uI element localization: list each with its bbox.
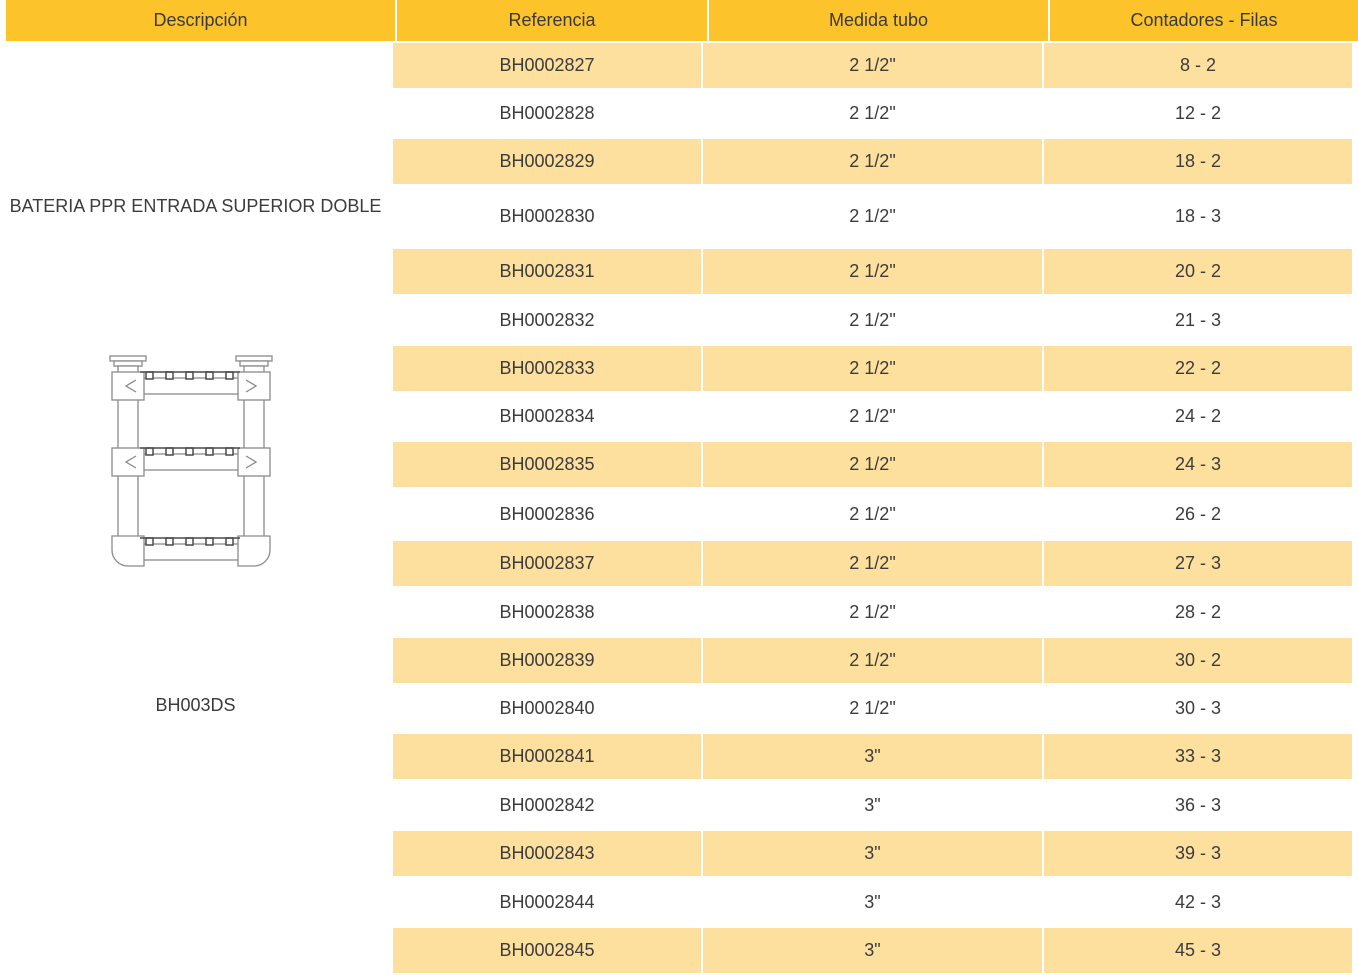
cell-contadores-filas: 12 - 2 <box>1174 103 1222 123</box>
cell-medida-tubo: 2 1/2" <box>703 139 1044 184</box>
cell-referencia: BH0002841 <box>393 734 703 779</box>
product-table <box>6 0 1358 41</box>
cell-medida-tubo: 2 1/2" <box>703 685 1044 732</box>
cell-referencia: BH0002833 <box>393 346 703 391</box>
cell-medida-tubo: 3" <box>703 831 1044 876</box>
cell-contadores-filas: 18 - 3 <box>1174 206 1222 226</box>
cell-medida-tubo: 3" <box>703 928 1044 973</box>
product-title: BATERIA PPR ENTRADA SUPERIOR DOBLE <box>9 196 382 216</box>
cell-referencia: BH0002839 <box>393 638 703 683</box>
cell-contadores-filas: 21 - 3 <box>1174 309 1222 330</box>
table-row <box>393 90 1352 137</box>
cell-contadores-filas: 8 - 2 <box>1044 43 1352 88</box>
cell-referencia: BH0002836 <box>393 489 703 539</box>
cell-medida-tubo: 2 1/2" <box>703 489 1044 539</box>
cell-contadores-filas: 20 - 2 <box>1044 249 1352 294</box>
table-row <box>393 186 1352 247</box>
cell-referencia: BH0002843 <box>393 831 703 876</box>
table-body <box>393 43 1352 975</box>
manifold-battery-icon <box>100 348 280 578</box>
cell-contadores-filas: 18 - 2 <box>1044 139 1352 184</box>
table-row <box>393 928 1352 973</box>
table-row <box>393 734 1352 779</box>
cell-referencia: BH0002829 <box>393 139 703 184</box>
cell-referencia: BH0002845 <box>393 928 703 973</box>
cell-medida-tubo: 3" <box>703 781 1044 829</box>
table-row <box>393 878 1352 926</box>
table-row <box>393 685 1352 732</box>
cell-referencia: BH0002835 <box>393 442 703 487</box>
cell-medida-tubo: 2 1/2" <box>703 541 1044 586</box>
table-row <box>393 638 1352 683</box>
table-row <box>393 393 1352 440</box>
cell-medida-tubo: 2 1/2" <box>703 588 1044 636</box>
header-referencia: Referencia <box>397 0 709 41</box>
cell-medida-tubo: 2 1/2" <box>703 346 1044 391</box>
table-row <box>393 489 1352 539</box>
cell-medida-tubo: 2 1/2" <box>703 442 1044 487</box>
cell-medida-tubo: 2 1/2" <box>703 90 1044 137</box>
cell-contadores-filas: 33 - 3 <box>1044 734 1352 779</box>
table-row <box>393 442 1352 487</box>
table-row <box>393 346 1352 391</box>
table-row <box>393 588 1352 636</box>
product-code: BH003DS <box>155 695 236 715</box>
cell-referencia: BH0002837 <box>393 541 703 586</box>
cell-contadores-filas: 22 - 2 <box>1044 346 1352 391</box>
description-column <box>0 43 391 964</box>
table-row <box>393 249 1352 294</box>
cell-referencia: BH0002842 <box>393 781 703 829</box>
cell-contadores-filas: 28 - 2 <box>1174 601 1222 622</box>
cell-medida-tubo: 2 1/2" <box>703 638 1044 683</box>
table-row <box>393 831 1352 876</box>
header-descripcion: Descripción <box>6 0 397 41</box>
table-header <box>6 0 1358 41</box>
cell-referencia: BH0002840 <box>393 685 703 732</box>
cell-referencia: BH0002827 <box>393 43 703 88</box>
cell-referencia: BH0002830 <box>393 186 703 247</box>
cell-contadores-filas: 30 - 2 <box>1044 638 1352 683</box>
cell-referencia: BH0002832 <box>393 296 703 344</box>
cell-referencia: BH0002828 <box>393 90 703 137</box>
cell-referencia: BH0002834 <box>393 393 703 440</box>
table-row <box>393 781 1352 829</box>
cell-medida-tubo: 2 1/2" <box>703 43 1044 88</box>
table-row <box>393 139 1352 184</box>
cell-contadores-filas: 42 - 3 <box>1174 891 1222 912</box>
header-medida-tubo: Medida tubo <box>709 0 1050 41</box>
cell-contadores-filas: 30 - 3 <box>1174 698 1222 718</box>
cell-referencia: BH0002831 <box>393 249 703 294</box>
cell-medida-tubo: 2 1/2" <box>703 296 1044 344</box>
cell-medida-tubo: 2 1/2" <box>703 186 1044 247</box>
table-row <box>393 43 1352 88</box>
cell-medida-tubo: 3" <box>703 734 1044 779</box>
header-contadores-filas: Contadores - Filas <box>1050 0 1358 41</box>
cell-referencia: BH0002844 <box>393 878 703 926</box>
cell-contadores-filas: 24 - 3 <box>1044 442 1352 487</box>
cell-contadores-filas: 45 - 3 <box>1044 928 1352 973</box>
cell-contadores-filas: 27 - 3 <box>1044 541 1352 586</box>
table-row <box>393 296 1352 344</box>
cell-contadores-filas: 26 - 2 <box>1174 503 1222 524</box>
cell-contadores-filas: 39 - 3 <box>1044 831 1352 876</box>
cell-contadores-filas: 36 - 3 <box>1174 794 1222 815</box>
table-row <box>393 541 1352 586</box>
cell-referencia: BH0002838 <box>393 588 703 636</box>
cell-contadores-filas: 24 - 2 <box>1174 406 1222 426</box>
cell-medida-tubo: 2 1/2" <box>703 249 1044 294</box>
cell-medida-tubo: 2 1/2" <box>703 393 1044 440</box>
cell-medida-tubo: 3" <box>703 878 1044 926</box>
